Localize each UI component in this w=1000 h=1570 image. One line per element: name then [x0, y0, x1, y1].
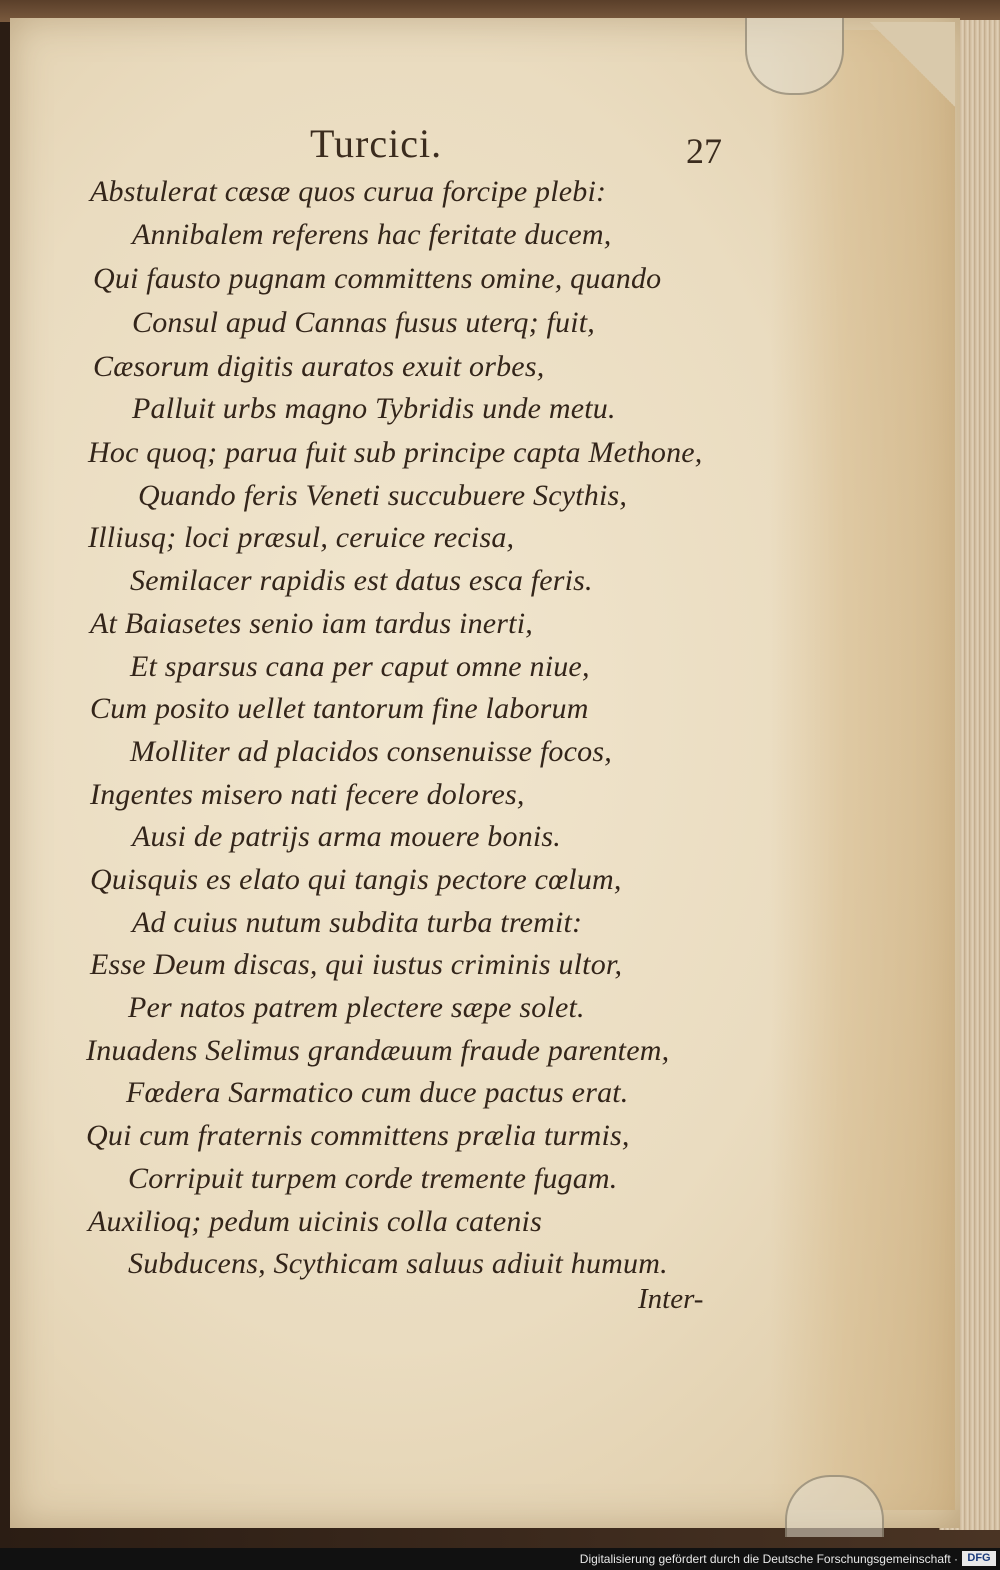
- catchword: Inter-: [638, 1283, 704, 1315]
- verse-line: Quando feris Veneti succubuere Scythis,: [138, 479, 628, 512]
- verse-line: Cum posito uellet tantorum fine laborum: [90, 692, 589, 725]
- verse-line: At Baiasetes senio iam tardus inerti,: [90, 607, 533, 640]
- verse-line: Corripuit turpem corde tremente fugam.: [128, 1162, 618, 1195]
- verse-line: Cæsorum digitis auratos exuit orbes,: [93, 350, 545, 383]
- verse-line: Hoc quoq; parua fuit sub principe capta Methone,: [88, 436, 703, 469]
- verse-line: Palluit urbs magno Tybridis unde metu.: [132, 392, 616, 425]
- verse-line: Subducens, Scythicam saluus adiuit humum.: [128, 1247, 668, 1280]
- running-head: Turcici.: [310, 121, 443, 166]
- verse-line: Inuadens Selimus grandæuum fraude parentem,: [86, 1034, 670, 1067]
- verse-line: Qui fausto pugnam committens omine, quando: [93, 262, 662, 295]
- verse-line: Abstulerat cæsæ quos curua forcipe plebi:: [90, 175, 607, 208]
- verse-line: Et sparsus cana per caput omne niue,: [130, 650, 590, 683]
- verse-line: Consul apud Cannas fusus uterq; fuit,: [132, 306, 595, 339]
- verse-line: Semilacer rapidis est datus esca feris.: [130, 564, 593, 597]
- verse-line: Qui cum fraternis committens prælia turmis,: [86, 1119, 630, 1152]
- footer-credit: Digitalisierung gefördert durch die Deutsche Forschungsgemeinschaft ·: [579, 1552, 958, 1566]
- verse-line: Fœdera Sarmatico cum duce pactus erat.: [126, 1076, 629, 1109]
- page-number: 27: [686, 131, 722, 171]
- footer-bar: [0, 1548, 1000, 1570]
- verse-line: Illiusq; loci præsul, ceruice recisa,: [88, 521, 515, 554]
- verse-line: Molliter ad placidos consenuisse focos,: [130, 735, 612, 768]
- verse-line: Ad cuius nutum subdita turba tremit:: [132, 906, 583, 939]
- verse-line: Auxilioq; pedum uicinis colla catenis: [88, 1205, 542, 1238]
- verse-line: Per natos patrem plectere sæpe solet.: [128, 991, 585, 1024]
- verse-line: Quisquis es elato qui tangis pectore cœlum,: [90, 863, 622, 896]
- verse-line: Ingentes misero nati fecere dolores,: [90, 778, 525, 811]
- verse-line: Annibalem referens hac feritate ducem,: [132, 218, 612, 251]
- verse-line: Esse Deum discas, qui iustus criminis ultor,: [90, 948, 623, 981]
- verse-line: Ausi de patrijs arma mouere bonis.: [132, 820, 562, 853]
- dfg-logo: DFG: [962, 1551, 996, 1566]
